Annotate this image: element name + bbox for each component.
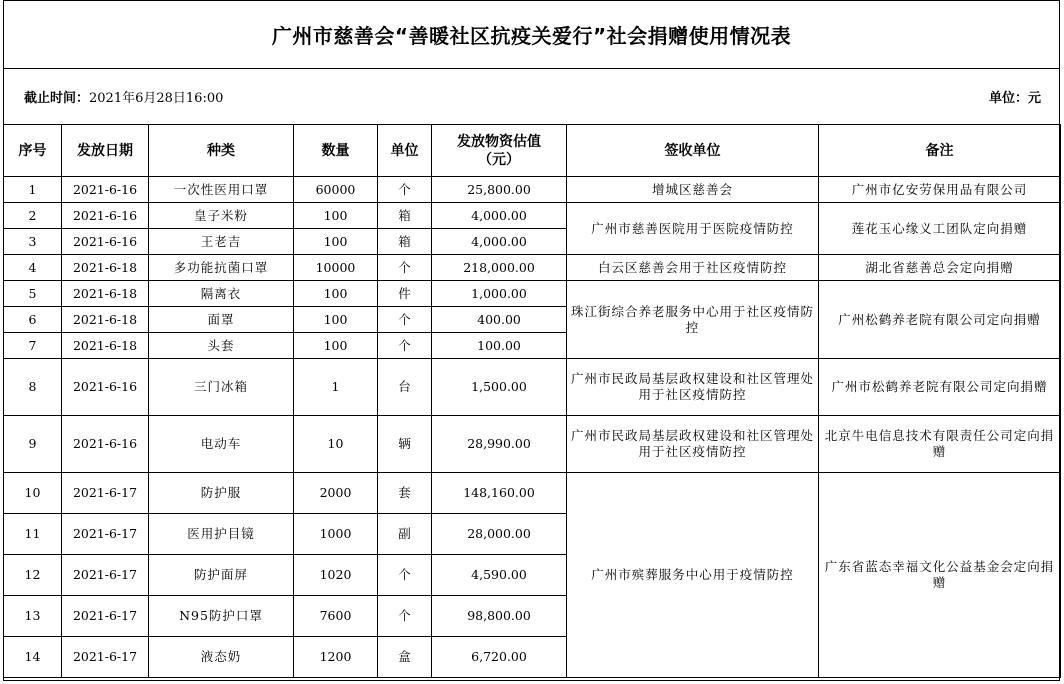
cell-note: 北京牛电信息技术有限责任公司定向捐赠	[819, 416, 1061, 473]
cell-kind: 电动车	[149, 416, 294, 473]
cell-unit: 副	[378, 514, 432, 555]
donation-table	[3, 124, 1061, 678]
cell-date: 2021-6-16	[62, 229, 149, 255]
cell-kind: 多功能抗菌口罩	[149, 255, 294, 281]
cell-value: 98,800.00	[432, 596, 567, 637]
cell-kind: 防护服	[149, 473, 294, 514]
cell-qty: 100	[294, 229, 378, 255]
cell-qty: 1	[294, 359, 378, 416]
cell-kind: 医用护目镜	[149, 514, 294, 555]
cell-kind: 三门冰箱	[149, 359, 294, 416]
cell-seq: 2	[4, 203, 62, 229]
cell-date: 2021-6-18	[62, 307, 149, 333]
cell-unit: 个	[378, 255, 432, 281]
cell-date: 2021-6-16	[62, 177, 149, 203]
cell-recipient: 珠江街综合养老服务中心用于社区疫情防控	[567, 281, 819, 359]
cell-date: 2021-6-16	[62, 359, 149, 416]
page-title: 广州市慈善会“善暖社区抗疫关爱行”社会捐赠使用情况表	[4, 1, 1059, 69]
cell-seq: 14	[4, 637, 62, 678]
cell-seq: 11	[4, 514, 62, 555]
cell-seq: 13	[4, 596, 62, 637]
cell-kind: 头套	[149, 333, 294, 359]
cell-qty: 60000	[294, 177, 378, 203]
cell-value: 148,160.00	[432, 473, 567, 514]
cell-unit: 个	[378, 596, 432, 637]
cell-seq: 9	[4, 416, 62, 473]
cell-date: 2021-6-18	[62, 255, 149, 281]
cutoff-label: 截止时间：	[24, 91, 90, 106]
cell-note: 广州市亿安劳保用品有限公司	[819, 177, 1061, 203]
cell-value: 6,720.00	[432, 637, 567, 678]
cell-value: 28,990.00	[432, 416, 567, 473]
cell-seq: 7	[4, 333, 62, 359]
table-row	[4, 359, 1061, 416]
donation-report-sheet	[3, 0, 1060, 681]
header-value: 发放物资估值（元）	[432, 125, 567, 177]
cell-kind: 防护面屏	[149, 555, 294, 596]
cell-unit: 件	[378, 281, 432, 307]
header-note: 备注	[819, 125, 1061, 177]
cell-qty: 1200	[294, 637, 378, 678]
cell-qty: 100	[294, 333, 378, 359]
cell-qty: 10000	[294, 255, 378, 281]
cell-unit: 台	[378, 359, 432, 416]
cell-value: 400.00	[432, 307, 567, 333]
cutoff-time	[24, 87, 223, 106]
cell-recipient: 白云区慈善会用于社区疫情防控	[567, 255, 819, 281]
cell-qty: 1000	[294, 514, 378, 555]
cell-value: 4,000.00	[432, 203, 567, 229]
header-unit: 单位	[378, 125, 432, 177]
cell-note: 湖北省慈善总会定向捐赠	[819, 255, 1061, 281]
cell-kind: 皇子米粉	[149, 203, 294, 229]
cell-date: 2021-6-18	[62, 333, 149, 359]
cell-unit: 个	[378, 307, 432, 333]
cell-value: 4,000.00	[432, 229, 567, 255]
header-qty: 数量	[294, 125, 378, 177]
table-row	[4, 203, 1061, 229]
header-row	[4, 125, 1061, 177]
cell-seq: 12	[4, 555, 62, 596]
cell-seq: 4	[4, 255, 62, 281]
cell-kind: 液态奶	[149, 637, 294, 678]
cell-seq: 8	[4, 359, 62, 416]
cell-value: 1,500.00	[432, 359, 567, 416]
cell-unit: 箱	[378, 203, 432, 229]
cell-seq: 10	[4, 473, 62, 514]
cell-value: 1,000.00	[432, 281, 567, 307]
cutoff-value: 2021年6月28日16:00	[89, 91, 224, 106]
cell-seq: 6	[4, 307, 62, 333]
cell-unit: 辆	[378, 416, 432, 473]
cell-value: 218,000.00	[432, 255, 567, 281]
cell-seq: 3	[4, 229, 62, 255]
cell-recipient: 广州市慈善医院用于医院疫情防控	[567, 203, 819, 255]
cell-note: 广州市松鹤养老院有限公司定向捐赠	[819, 359, 1061, 416]
header-date: 发放日期	[62, 125, 149, 177]
cell-recipient: 广州市殡葬服务中心用于疫情防控	[567, 473, 819, 678]
cell-qty: 100	[294, 307, 378, 333]
table-row	[4, 281, 1061, 307]
cell-value: 28,000.00	[432, 514, 567, 555]
cell-date: 2021-6-17	[62, 555, 149, 596]
cell-qty: 2000	[294, 473, 378, 514]
cell-kind: 王老吉	[149, 229, 294, 255]
cell-qty: 1020	[294, 555, 378, 596]
cell-note: 广东省蓝态幸福文化公益基金会定向捐赠	[819, 473, 1061, 678]
cell-seq: 5	[4, 281, 62, 307]
cell-qty: 10	[294, 416, 378, 473]
cell-date: 2021-6-16	[62, 203, 149, 229]
cell-recipient: 广州市民政局基层政权建设和社区管理处用于社区疫情防控	[567, 359, 819, 416]
cell-kind: 一次性医用口罩	[149, 177, 294, 203]
cell-value: 4,590.00	[432, 555, 567, 596]
cell-qty: 100	[294, 281, 378, 307]
header-kind: 种类	[149, 125, 294, 177]
cell-kind: 面罩	[149, 307, 294, 333]
cell-value: 100.00	[432, 333, 567, 359]
cell-date: 2021-6-17	[62, 596, 149, 637]
cell-unit: 套	[378, 473, 432, 514]
table-row	[4, 255, 1061, 281]
cell-qty: 7600	[294, 596, 378, 637]
cell-date: 2021-6-18	[62, 281, 149, 307]
cell-kind: N95防护口罩	[149, 596, 294, 637]
cell-unit: 个	[378, 177, 432, 203]
cell-seq: 1	[4, 177, 62, 203]
cell-value: 25,800.00	[432, 177, 567, 203]
table-row	[4, 177, 1061, 203]
cell-date: 2021-6-17	[62, 637, 149, 678]
cell-note: 广州松鹤养老院有限公司定向捐赠	[819, 281, 1061, 359]
cell-recipient: 增城区慈善会	[567, 177, 819, 203]
table-row	[4, 473, 1061, 514]
cell-date: 2021-6-17	[62, 514, 149, 555]
cell-kind: 隔离衣	[149, 281, 294, 307]
meta-bar	[4, 69, 1059, 124]
cell-recipient: 广州市民政局基层政权建设和社区管理处用于社区疫情防控	[567, 416, 819, 473]
table-row	[4, 416, 1061, 473]
cell-unit: 箱	[378, 229, 432, 255]
cell-date: 2021-6-16	[62, 416, 149, 473]
cell-date: 2021-6-17	[62, 473, 149, 514]
unit-label: 单位：元	[988, 91, 1041, 106]
cell-note: 莲花玉心缘义工团队定向捐赠	[819, 203, 1061, 255]
header-recipient: 签收单位	[567, 125, 819, 177]
cell-unit: 个	[378, 333, 432, 359]
cell-unit: 个	[378, 555, 432, 596]
header-seq: 序号	[4, 125, 62, 177]
cell-unit: 盒	[378, 637, 432, 678]
cell-qty: 100	[294, 203, 378, 229]
